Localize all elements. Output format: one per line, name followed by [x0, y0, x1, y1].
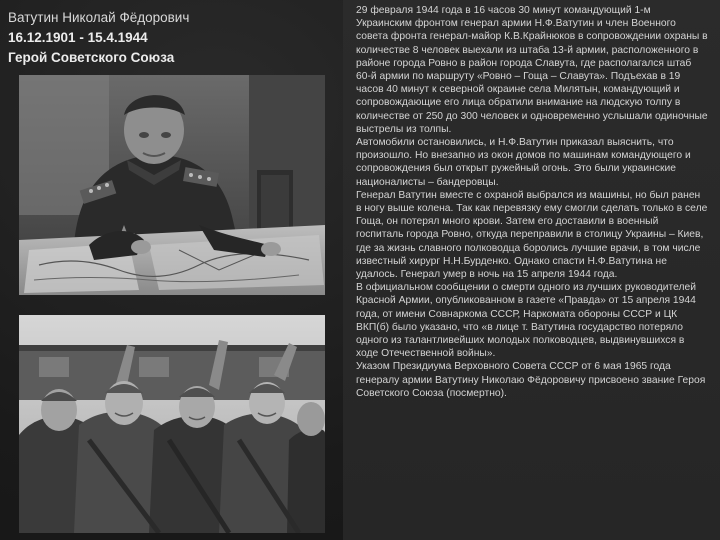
photo-soldiers-crowd-image — [19, 315, 325, 533]
paragraph: 29 февраля 1944 года в 16 часов 30 минут командующий 1-м Украинским фронтом генерал армии Н.Ф.Ватутин и член Военного совета фронта генерал-майор К.В.Крайнюков в сопровождении охраны в количестве 8 человек выехали из штаба 13-й армии, расположенного в районе города Ровно в район города Славута, где располагался штаб 60-й армии по маршруту «Ровно – Гоща – Славута». Подъехав в 19 часов 40 минут к северной окраине села Милятын, командующий и сопровождающие его лица обратили внимание на людскую толпу в количестве от 250 до 300 человек и одновременно услышали одиночные выстрелы из толпы. — [356, 5, 708, 135]
paragraph: Генерал Ватутин вместе с охраной выбрался из машины, но был ранен в ногу выше колена. Так как перевязку ему смогли сделать только в селе Гоща, он потерял много крови. Затем его доставили в военный госпиталь города Ровно, откуда переправили в столицу Украины – Киев, где за жизнь славного полководца боролись лучшие врачи, в том числе известный хирург Н.Н.Бурденко. Однако спасти Н.Ф.Ватутина не удалось. Генерал умер в ночь на 15 апреля 1944 года. — [356, 189, 708, 281]
photo-soldiers-crowd — [19, 315, 325, 533]
paragraph: Указом Президиума Верховного Совета СССР от 6 мая 1965 года генералу армии Ватутину Николаю Фёдоровичу присвоено звание Героя Советского Союза (посмертно). — [356, 361, 706, 399]
life-dates: 16.12.1901 - 15.4.1944 — [8, 30, 148, 45]
header — [8, 8, 328, 68]
biography-text — [356, 4, 708, 400]
photo-general-at-map — [19, 75, 325, 295]
honorary-title: Герой Советского Союза — [8, 50, 175, 65]
paragraph: В официальном сообщении о смерти одного из лучших руководителей Красной Армии, опубликованном в газете «Правда» от 15 апреля 1944 года, от имени Совнаркома СССР, Наркомата обороны СССР и ЦК ВКП(б) было указано, что «в лице т. Ватутина государство потеряло одного из талантливейших молодых полководцев, выдвинувшихся в ходе Отечественной войны». — [356, 282, 697, 360]
photo-general-at-map-image — [19, 75, 325, 295]
paragraph: Автомобили остановились, и Н.Ф.Ватутин приказал выяснить, что произошло. Но внезапно из окон домов по машинам командующего и сопровождения был открыт ружейный огонь. Это были украинские националисты – бандеровцы. — [356, 137, 691, 188]
person-name: Ватутин Николай Фёдорович — [8, 10, 190, 25]
